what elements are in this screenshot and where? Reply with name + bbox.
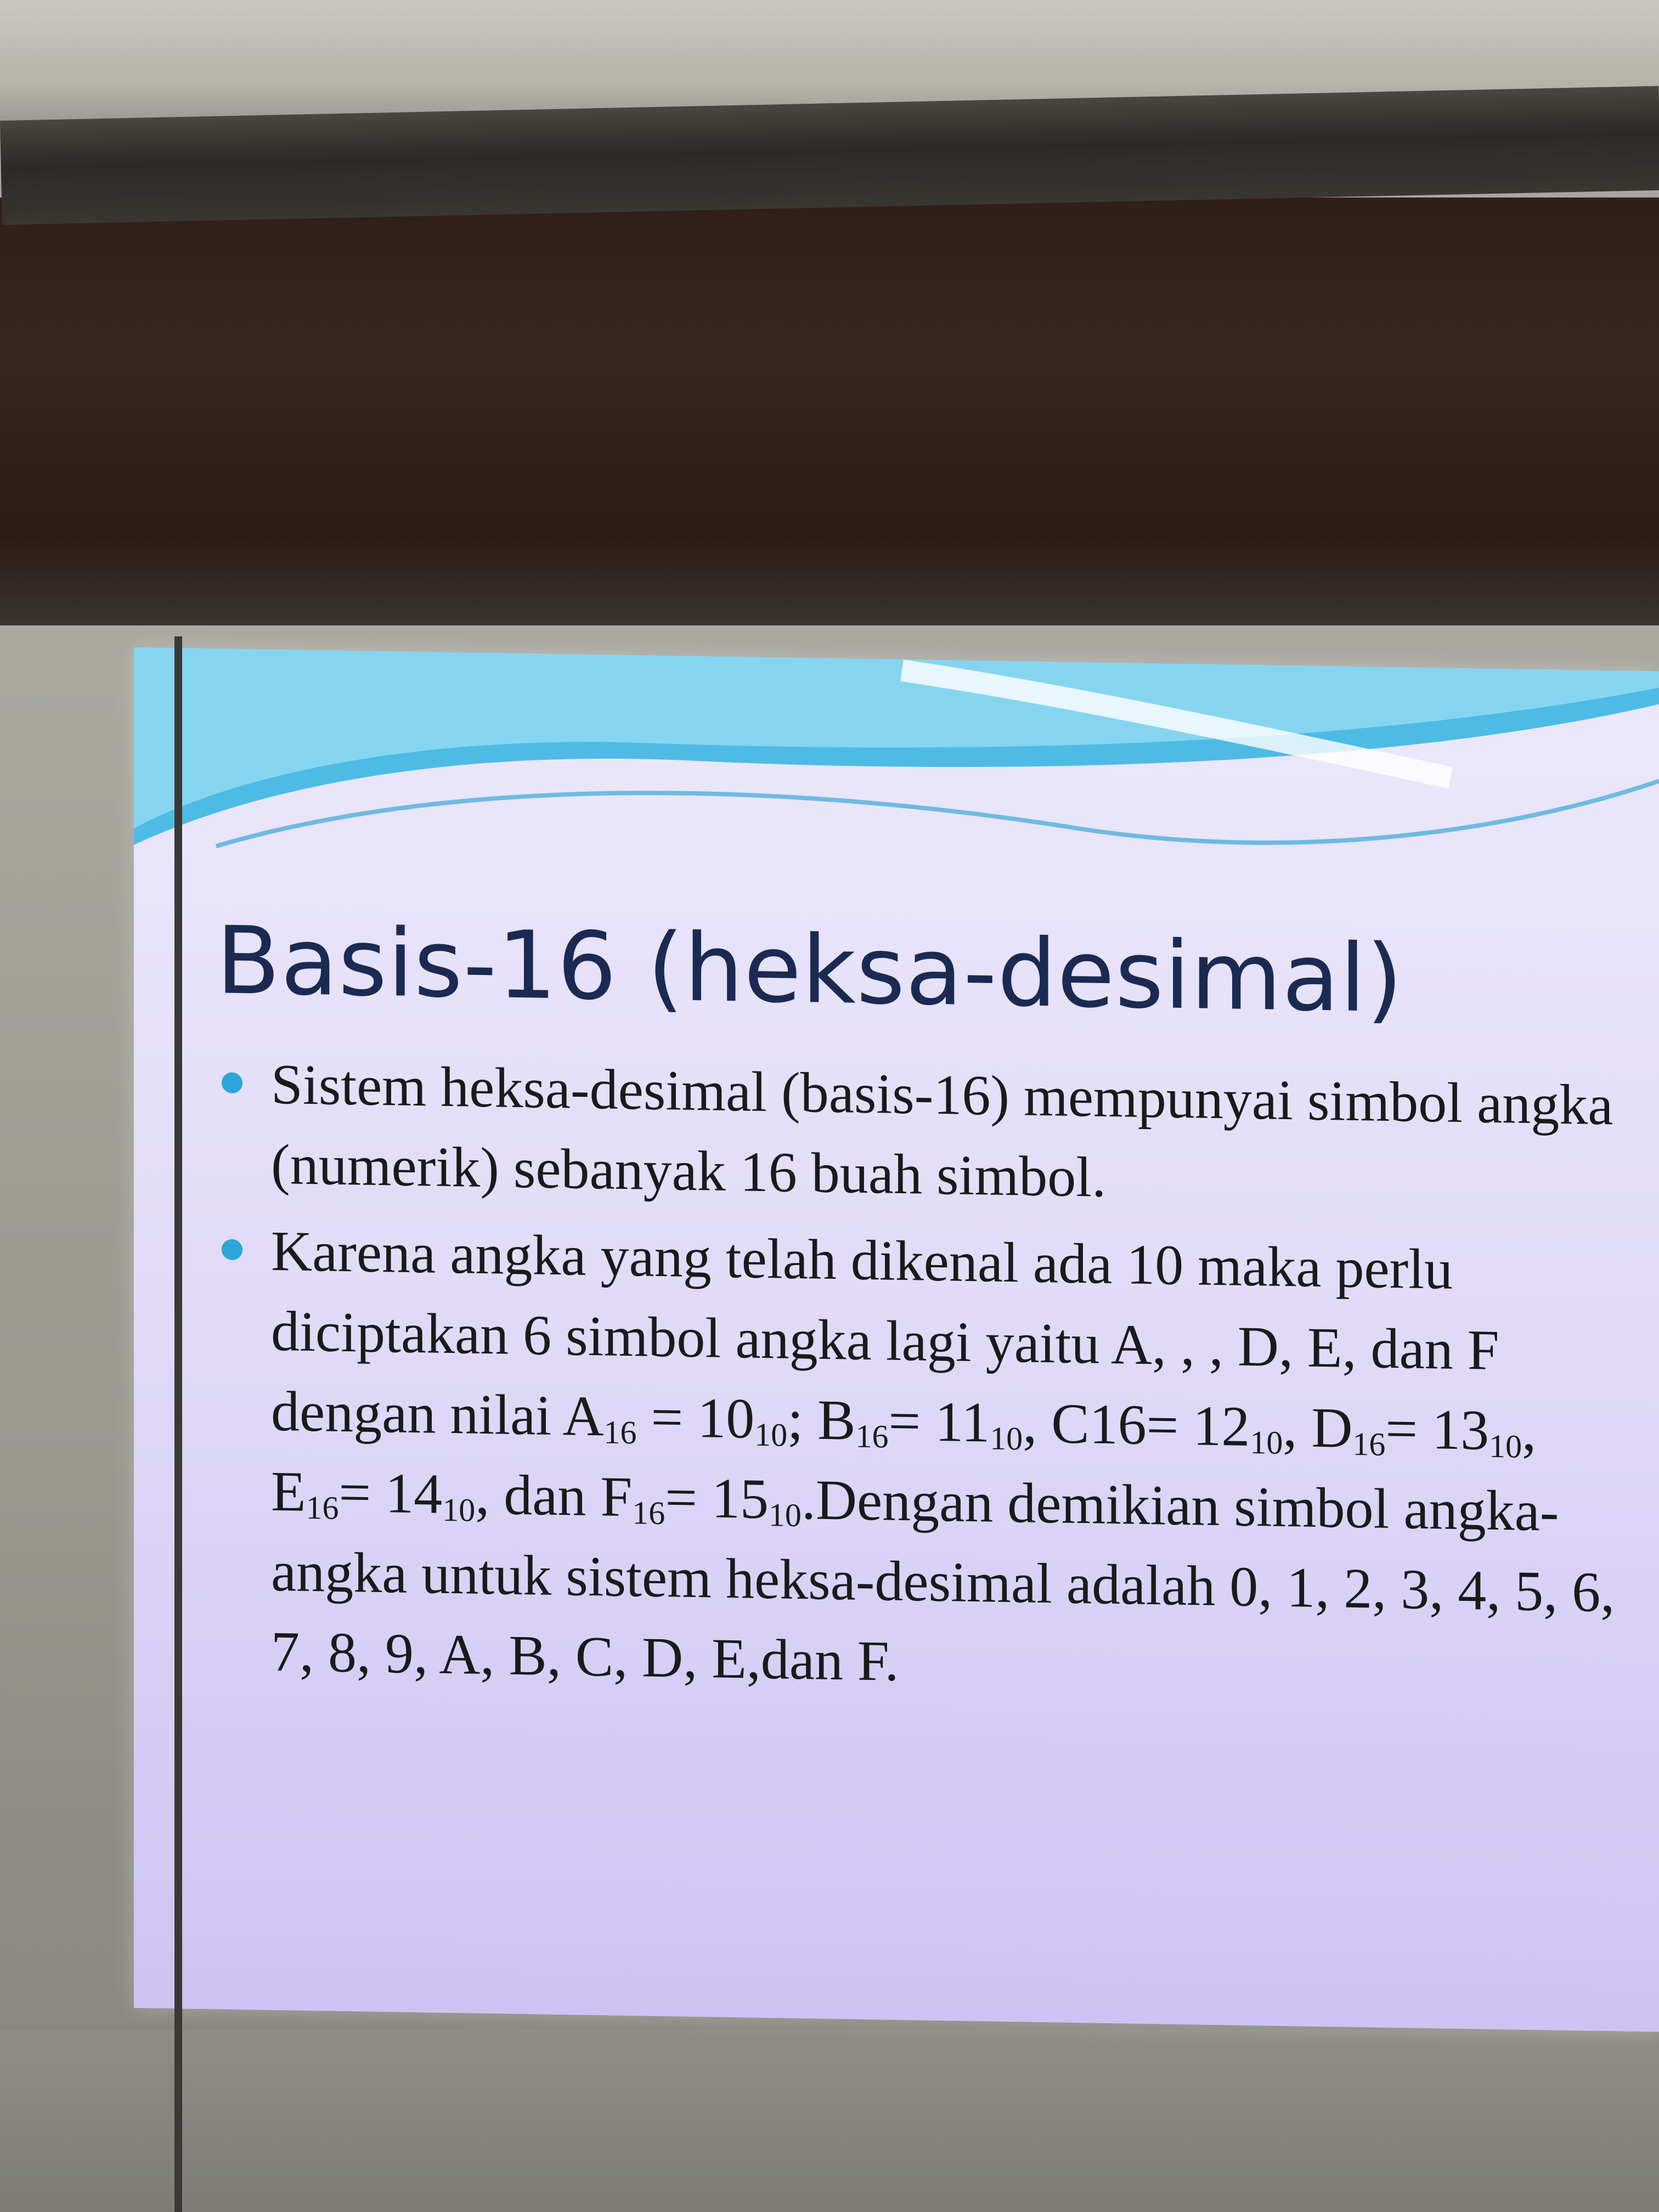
bullet-item-1 [216,1043,1632,1226]
symbol-c-value-base: 10 [1250,1424,1283,1461]
symbol-f-eq: = 15 [665,1466,769,1531]
symbol-b-value-base: 10 [990,1420,1023,1457]
bullet2-outro: .Dengan demikian simbol angka-angka untuk sistem heksa-desimal adalah 0, 1, 2, 3, 4, 5, 6, 7, 8, 9, A, B, C, D, E,dan F. [271,1468,1615,1693]
dark-background-band [0,198,1659,647]
symbol-b: B [817,1388,856,1452]
symbol-e-base: 16 [306,1489,339,1526]
symbol-e: E [271,1459,306,1523]
bullet-item-2 [216,1210,1632,1713]
separator-5: , dan [475,1463,601,1528]
slide-wave-decoration [134,647,1659,924]
frame-edge-line [174,636,182,2212]
projected-slide [134,647,1659,2032]
symbol-d-eq: = 13 [1385,1397,1489,1462]
separator-2: , C16= 12 [1023,1391,1250,1458]
symbol-b-eq: = 11 [888,1389,990,1454]
bullet-list [216,1043,1632,1720]
lower-wall [0,2030,1659,2212]
separator-4: , [1522,1399,1537,1463]
symbol-f-value-base: 10 [768,1497,802,1534]
separator-1: ; [787,1387,818,1452]
bullet-dot-icon [222,1239,242,1261]
bullet-text-2 [271,1220,1615,1693]
symbol-e-eq: = 14 [338,1460,443,1526]
symbol-e-value-base: 10 [442,1491,476,1528]
symbol-a-eq: = 10 [636,1385,755,1451]
symbol-f: F [600,1465,633,1529]
separator-3: , [1283,1395,1312,1459]
symbol-a: A [562,1384,604,1448]
slide-title: Basis-16 (heksa-desimal) [216,906,1403,1034]
bullet-text-1: Sistem heksa-desimal (basis-16) mempunyai simbol angka (numerik) sebanyak 16 buah simbol. [271,1052,1613,1209]
symbol-d-base: 16 [1352,1425,1386,1463]
symbol-b-base: 16 [855,1418,889,1455]
bullet-dot-icon [222,1073,242,1094]
symbol-a-base: 16 [603,1414,637,1451]
symbol-d-value-base: 10 [1489,1427,1522,1465]
symbol-a-value-base: 10 [754,1416,788,1453]
symbol-f-base: 16 [632,1494,665,1532]
symbol-d: D [1311,1396,1353,1460]
bullet2-intro: Karena angka yang telah dikenal ada 10 maka perlu diciptakan 6 simbol angka lagi yaitu A, , , D, E, dan F dengan nilai [271,1219,1499,1448]
